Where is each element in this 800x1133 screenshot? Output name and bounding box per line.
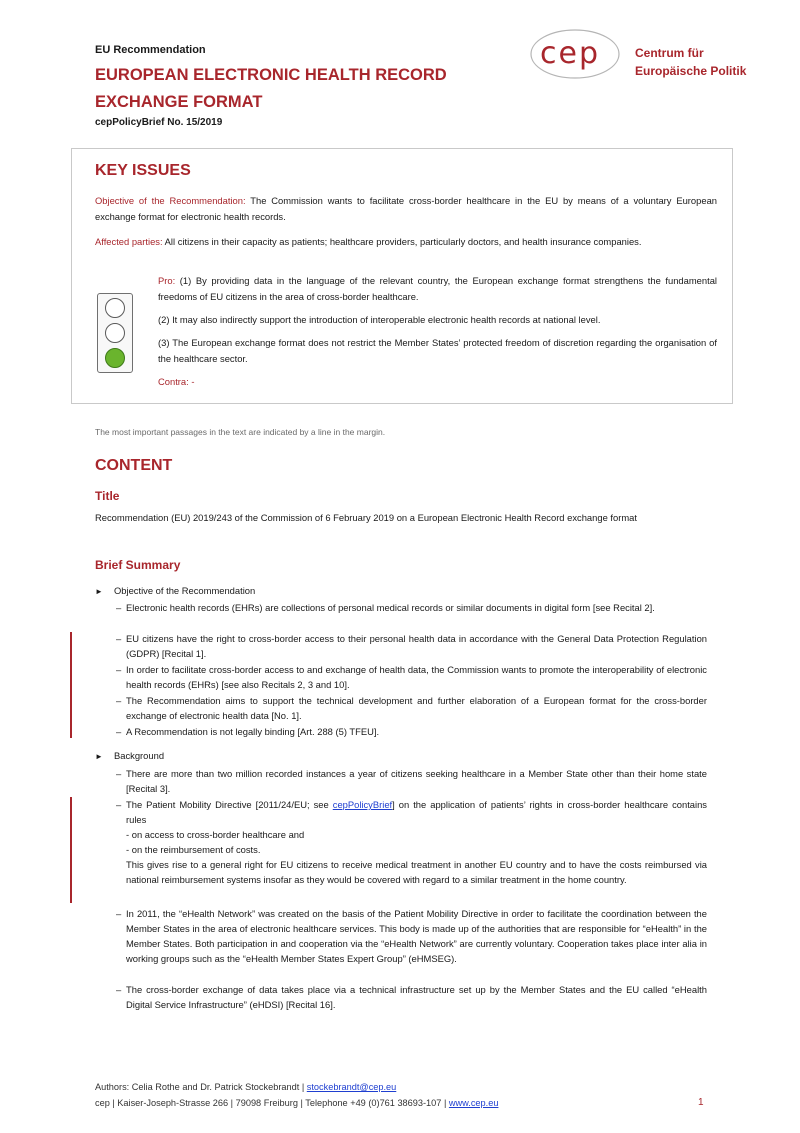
affected-label: Affected parties: xyxy=(95,236,163,247)
margin-line xyxy=(70,797,72,903)
margin-line xyxy=(70,632,72,738)
triangle-bullet-icon: ► xyxy=(95,752,103,761)
list-item: – The Recommendation aims to support the technical development and further elaboration of a European format for the cross-border exchange of electronic health data [No. 1]. xyxy=(116,695,707,721)
objective-text: The Commission wants to facilitate cross-border healthcare in the EU by means of a voluntary European exchange format for electronic health records. xyxy=(95,195,717,222)
traffic-light-red-off xyxy=(105,298,125,318)
objective-label: Objective of the Recommendation: xyxy=(95,195,246,206)
title-line-2: EXCHANGE FORMAT xyxy=(95,93,263,111)
list-item: – In order to facilitate cross-border access to and exchange of health data, the Commission wants to promote the interoperability of electronic health records (EHRs) [see also Recitals 2, 3 and 10]. xyxy=(116,664,707,690)
pro-point-2: (2) It may also indirectly support the introduction of interoperable electronic health records at national level. xyxy=(158,314,601,325)
organisation-name xyxy=(635,44,746,80)
key-issues-title: KEY ISSUES xyxy=(95,162,191,179)
brief-number: cepPolicyBrief No. 15/2019 xyxy=(95,117,223,128)
list-item: – A Recommendation is not legally binding [Art. 288 (5) TFEU]. xyxy=(116,726,380,737)
pro-label: Pro: xyxy=(158,275,176,286)
list-item: – In 2011, the “eHealth Network” was created on the basis of the Patient Mobility Directive in order to facilitate the coordination between the Member States in the area of electronic healthcare services. This body is made up of the authorities that are responsible for “eHealth” in the Member States. Both participation in and cooperation via the “eHealth Network” are currently voluntary. Cooperation takes place inter alia in working groups such as the “eHealth Member States Expert Group” (eHMSEG). xyxy=(116,908,707,964)
list-item: – The Patient Mobility Directive [2011/24/EU; see cepPolicyBrief] on the application of patients’ rights in cross-border healthcare contains rules - on access to cross-border healthcare and - on the reimbursement of costs. This gives rise to a general right for EU citizens to receive medical treatment in another EU country and to have the costs reimbursed via national reimbursement systems insofar as they would be covered with regard to a similar treatment in the home country. xyxy=(116,799,707,885)
title-heading: Title xyxy=(95,489,120,503)
affected-paragraph xyxy=(95,234,717,250)
contra-point xyxy=(158,374,717,390)
pro-1-text: (1) By providing data in the language of the relevant country, the European exchange format strengthens the fundamental freedoms of EU citizens in the area of cross-border healthcare. xyxy=(158,275,717,302)
author-email-link[interactable]: stockebrandt@cep.eu xyxy=(306,1082,397,1092)
recommendation-title: Recommendation (EU) 2019/243 of the Commission of 6 February 2019 on a European Electronic Health Record exchange format xyxy=(95,512,637,523)
cep-logo: cep xyxy=(540,36,600,71)
title-line-1: EUROPEAN ELECTRONIC HEALTH RECORD xyxy=(95,66,447,84)
list-item: – There are more than two million recorded instances a year of citizens seeking healthcare in a Member State other than their home state [Recital 3]. xyxy=(116,768,707,794)
org-line-2: Europäische Politik xyxy=(635,64,747,78)
brief-summary-heading: Brief Summary xyxy=(95,558,181,572)
org-line-1: Centrum für xyxy=(635,46,704,60)
list-item: – Electronic health records (EHRs) are collections of personal medical records or similar documents in digital form [see Recital 2]. xyxy=(116,602,655,613)
page-number: 1 xyxy=(698,1097,704,1108)
traffic-light-green-on xyxy=(105,348,125,368)
content-title: CONTENT xyxy=(95,457,173,474)
traffic-light-yellow-off xyxy=(105,323,125,343)
margin-hint: The most important passages in the text are indicated by a line in the margin. xyxy=(95,427,386,437)
background-heading: ► Background xyxy=(95,748,164,765)
contra-label: Contra: xyxy=(158,376,189,387)
ceppolicybrief-link[interactable]: cepPolicyBrief xyxy=(332,799,393,810)
footer-authors: Authors: Celia Rothe and Dr. Patrick Stockebrandt | stockebrandt@cep.eu xyxy=(95,1082,397,1092)
traffic-light-icon xyxy=(97,293,133,373)
contra-text: - xyxy=(188,376,195,387)
pro-point-1 xyxy=(158,273,717,304)
list-item: – The cross-border exchange of data takes place via a technical infrastructure set up by the Member States and the EU called “eHealth Digital Service Infrastructure” (eHDSI) [Recital 16]. xyxy=(116,984,707,1010)
affected-text: All citizens in their capacity as patients; healthcare providers, particularly doctors, and health insurance companies. xyxy=(162,236,642,247)
website-link[interactable]: www.cep.eu xyxy=(448,1098,499,1108)
footer-address: cep | Kaiser-Joseph-Strasse 266 | 79098 Freiburg | Telephone +49 (0)761 38693-107 | www.cep.eu xyxy=(95,1098,499,1108)
objective-heading: ► Objective of the Recommendation xyxy=(95,583,255,600)
document-kicker: EU Recommendation xyxy=(95,44,206,56)
pro-point-3: (3) The European exchange format does not restrict the Member States’ protected freedom of discretion regarding the organisation of the healthcare sector. xyxy=(158,337,717,364)
triangle-bullet-icon: ► xyxy=(95,587,103,596)
objective-paragraph xyxy=(95,193,717,224)
list-item: – EU citizens have the right to cross-border access to their personal health data in accordance with the General Data Protection Regulation (GDPR) [Recital 1]. xyxy=(116,633,707,659)
document-title xyxy=(95,62,515,116)
